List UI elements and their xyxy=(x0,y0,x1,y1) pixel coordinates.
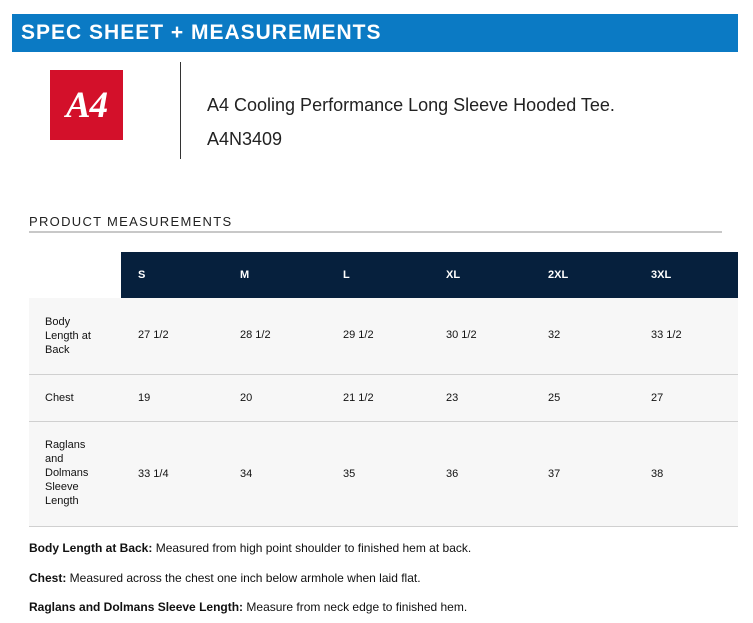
size-header-l: L xyxy=(343,269,350,281)
table-cell: 33 1/2 xyxy=(651,329,682,341)
size-header-xl: XL xyxy=(446,269,461,281)
row-label xyxy=(45,438,88,508)
row-label-line: and xyxy=(45,453,64,465)
table-header xyxy=(121,252,738,298)
note-text: Measure from neck edge to finished hem. xyxy=(243,600,468,614)
table-cell: 30 1/2 xyxy=(446,329,477,341)
table-cell: 27 xyxy=(651,392,664,404)
section-title: PRODUCT MEASUREMENTS xyxy=(29,214,233,229)
row-label-line: Length xyxy=(45,495,79,507)
table-cell: 25 xyxy=(548,392,561,404)
row-label-line: Body xyxy=(45,316,71,328)
note-sleeve-length xyxy=(29,600,467,614)
row-label xyxy=(45,315,91,357)
note-body-length xyxy=(29,541,471,555)
size-header-s: S xyxy=(138,269,146,281)
row-label-line: Raglans xyxy=(45,439,86,451)
table-cell: 38 xyxy=(651,468,664,480)
table-row-body-length xyxy=(29,298,738,375)
size-header-m: M xyxy=(240,269,250,281)
note-term: Chest: xyxy=(29,571,67,585)
note-text: Measured from high point shoulder to finished hem at back. xyxy=(152,541,472,555)
table-cell: 37 xyxy=(548,468,561,480)
table-cell: 28 1/2 xyxy=(240,329,271,341)
table-cell: 36 xyxy=(446,468,459,480)
header-banner xyxy=(12,14,738,52)
page-title: SPEC SHEET + MEASUREMENTS xyxy=(21,21,382,44)
product-code: A4N3409 xyxy=(207,129,283,149)
table-cell: 27 1/2 xyxy=(138,329,169,341)
note-text: Measured across the chest one inch below armhole when laid flat. xyxy=(66,571,421,585)
table-cell: 35 xyxy=(343,468,356,480)
section-divider xyxy=(29,231,722,233)
product-name: A4 Cooling Performance Long Sleeve Hooded Tee. xyxy=(207,95,615,115)
table-cell: 32 xyxy=(548,329,561,341)
table-cell: 20 xyxy=(240,392,253,404)
note-term: Raglans and Dolmans Sleeve Length: xyxy=(29,600,244,614)
a4-logo xyxy=(50,70,123,140)
note-term: Body Length at Back: xyxy=(29,541,153,555)
row-label-line: Chest xyxy=(45,392,74,404)
size-header-3xl: 3XL xyxy=(651,269,672,281)
table-row-chest xyxy=(29,375,738,422)
table-cell: 23 xyxy=(446,392,459,404)
size-header-2xl: 2XL xyxy=(548,269,569,281)
table-cell: 21 1/2 xyxy=(343,392,374,404)
row-label xyxy=(45,391,74,405)
row-label-line: Sleeve xyxy=(45,481,79,493)
logo-text: A4 xyxy=(65,84,108,126)
table-cell: 33 1/4 xyxy=(138,468,169,480)
row-label-line: Length at xyxy=(45,330,91,342)
table-row-sleeve-length xyxy=(29,422,738,527)
table-cell: 34 xyxy=(240,468,253,480)
row-label-line: Dolmans xyxy=(45,467,89,479)
table-cell: 29 1/2 xyxy=(343,329,374,341)
note-chest xyxy=(29,571,421,585)
row-label-line: Back xyxy=(45,344,70,356)
table-cell: 19 xyxy=(138,392,151,404)
header-divider xyxy=(180,62,181,159)
